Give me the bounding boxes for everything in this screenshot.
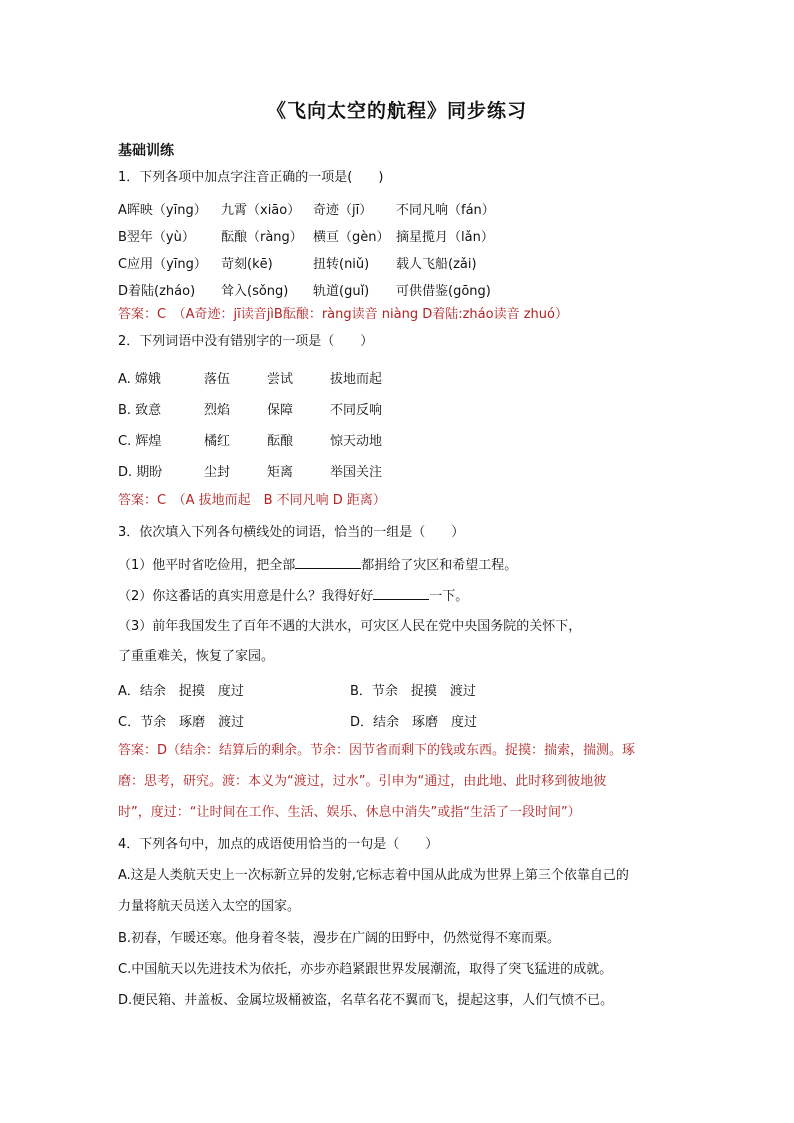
q4-option-a-cont: 力量将航天员送入太空的国家。 (118, 899, 301, 914)
q2-answer: 答案：C （A 拔地而起 B 不同凡响 D 距离） (118, 493, 386, 508)
q1-option-cell: 耸入(sǒng) (221, 284, 289, 299)
q2-option-cell: 尝试 (267, 372, 294, 387)
q3-sentence-text: （2）你这番话的真实用意是什么？我得好好 (118, 589, 374, 604)
q2-option-cell: 橘红 (204, 434, 231, 449)
q3-answer-line: 时”，度过：“让时间在工作、生活、娱乐、休息中消失”或指“生活了一段时间”） (118, 805, 581, 820)
q3-sentence-3a: （3）前年我国发生了百年不遇的大洪水，可灾区人民在党中央国务院的关怀下， (118, 619, 582, 634)
q3-sentence-3b: 了重重难关，恢复了家园。 (118, 649, 275, 664)
q1-option-cell: B翌年（yù） (118, 230, 195, 245)
q3-answer-line: 答案：D（结余：结算后的剩余。节余：因节省而剩下的钱或东西。捉摸：揣索，揣测。琢 (118, 743, 636, 758)
q3-option-c: C．节余 琢磨 渡过 (118, 715, 245, 730)
q3-option-d: D．结余 琢磨 度过 (350, 715, 478, 730)
q1-option-cell: 九霄（xiāo） (221, 203, 301, 218)
q2-option-cell: 尘封 (204, 465, 231, 480)
q1-option-cell: 摘星揽月（lǎn） (396, 230, 494, 245)
q4-option-b: B.初春，乍暖还寒。他身着冬装，漫步在广阔的田野中，仍然觉得不寒而栗。 (118, 931, 561, 946)
q2-option-cell: 举国关注 (330, 465, 383, 480)
q2-option-cell: 落伍 (204, 372, 231, 387)
q2-option-cell: B. 致意 (118, 403, 162, 418)
q3-sentence-text: 一下。 (429, 589, 469, 604)
q3-option-b: B．节余 捉摸 渡过 (350, 684, 476, 699)
q1-option-cell: 不同凡响（fán） (396, 203, 495, 218)
q1-option-cell: A晖映（yīng） (118, 203, 207, 218)
q1-option-cell: 扭转(niǔ) (313, 257, 370, 272)
q1-option-cell: D着陆(zháo) (118, 284, 196, 299)
q3-stem: 3．依次填入下列各句横线处的词语，恰当的一组是（ ） (118, 525, 465, 540)
section-heading: 基础训练 (118, 143, 174, 159)
q2-option-cell: 烈焰 (204, 403, 231, 418)
q2-option-cell: 不同反响 (330, 403, 383, 418)
q3-sentence-text: （1）他平时省吃俭用，把全部 (118, 558, 296, 573)
q3-sentence-text: 都捐给了灾区和希望工程。 (361, 558, 518, 573)
q2-option-cell: 保障 (267, 403, 294, 418)
q4-option-d: D.便民箱、井盖板、金属垃圾桶被盗，名草名花不翼而飞，提起这事，人们气愤不已。 (118, 993, 614, 1008)
q4-stem: 4．下列各句中，加点的成语使用恰当的一句是（ ） (118, 837, 439, 852)
q2-option-cell: 酝酿 (267, 434, 294, 449)
q2-option-cell: 惊天动地 (330, 434, 383, 449)
q2-option-cell: 矩离 (267, 465, 294, 480)
q2-option-cell: C. 辉煌 (118, 434, 162, 449)
q1-option-cell: 横亘（gèn） (313, 230, 390, 245)
q1-stem: 1．下列各项中加点字注音正确的一项是( ) (118, 170, 384, 185)
q3-sentence-1 (118, 554, 517, 575)
q1-option-cell: 酝酿（ràng） (221, 230, 303, 245)
q2-stem: 2．下列词语中没有错别字的一项是（ ） (118, 334, 374, 349)
q3-answer-line: 磨：思考，研究。渡：本义为“渡过，过水”。引申为“通过，由此地、此时移到彼地彼 (118, 774, 607, 789)
fill-blank (373, 585, 429, 600)
q3-option-a: A．结余 捉摸 度过 (118, 684, 244, 699)
q1-option-cell: 载人飞船(zǎi) (396, 257, 477, 272)
q2-option-cell: 拔地而起 (330, 372, 383, 387)
q2-option-cell: D. 期盼 (118, 465, 163, 480)
q4-option-c: C.中国航天以先进技术为依托，亦步亦趋紧跟世界发展潮流，取得了突飞猛进的成就。 (118, 962, 613, 977)
page-title: 《飞向太空的航程》同步练习 (266, 100, 527, 122)
q2-option-cell: A. 嫦娥 (118, 372, 161, 387)
q1-answer: 答案：C （A奇迹：jī读音jìB酝酿：ràng读音 niàng D着陆:zháo读音 zhuó） (118, 307, 568, 322)
q3-sentence-2 (118, 585, 468, 606)
q1-option-cell: 苛刻(kē) (221, 257, 273, 272)
q1-option-cell: 轨道(guǐ) (313, 284, 370, 299)
fill-blank (295, 554, 361, 569)
q4-option-a: A.这是人类航天史上一次标新立异的发射,它标志着中国从此成为世界上第三个依靠自己的 (118, 868, 629, 883)
q1-option-cell: 可供借鉴(gōng) (396, 284, 491, 299)
q1-option-cell: C应用（yīng） (118, 257, 207, 272)
q1-option-cell: 奇迹（jī） (313, 203, 373, 218)
